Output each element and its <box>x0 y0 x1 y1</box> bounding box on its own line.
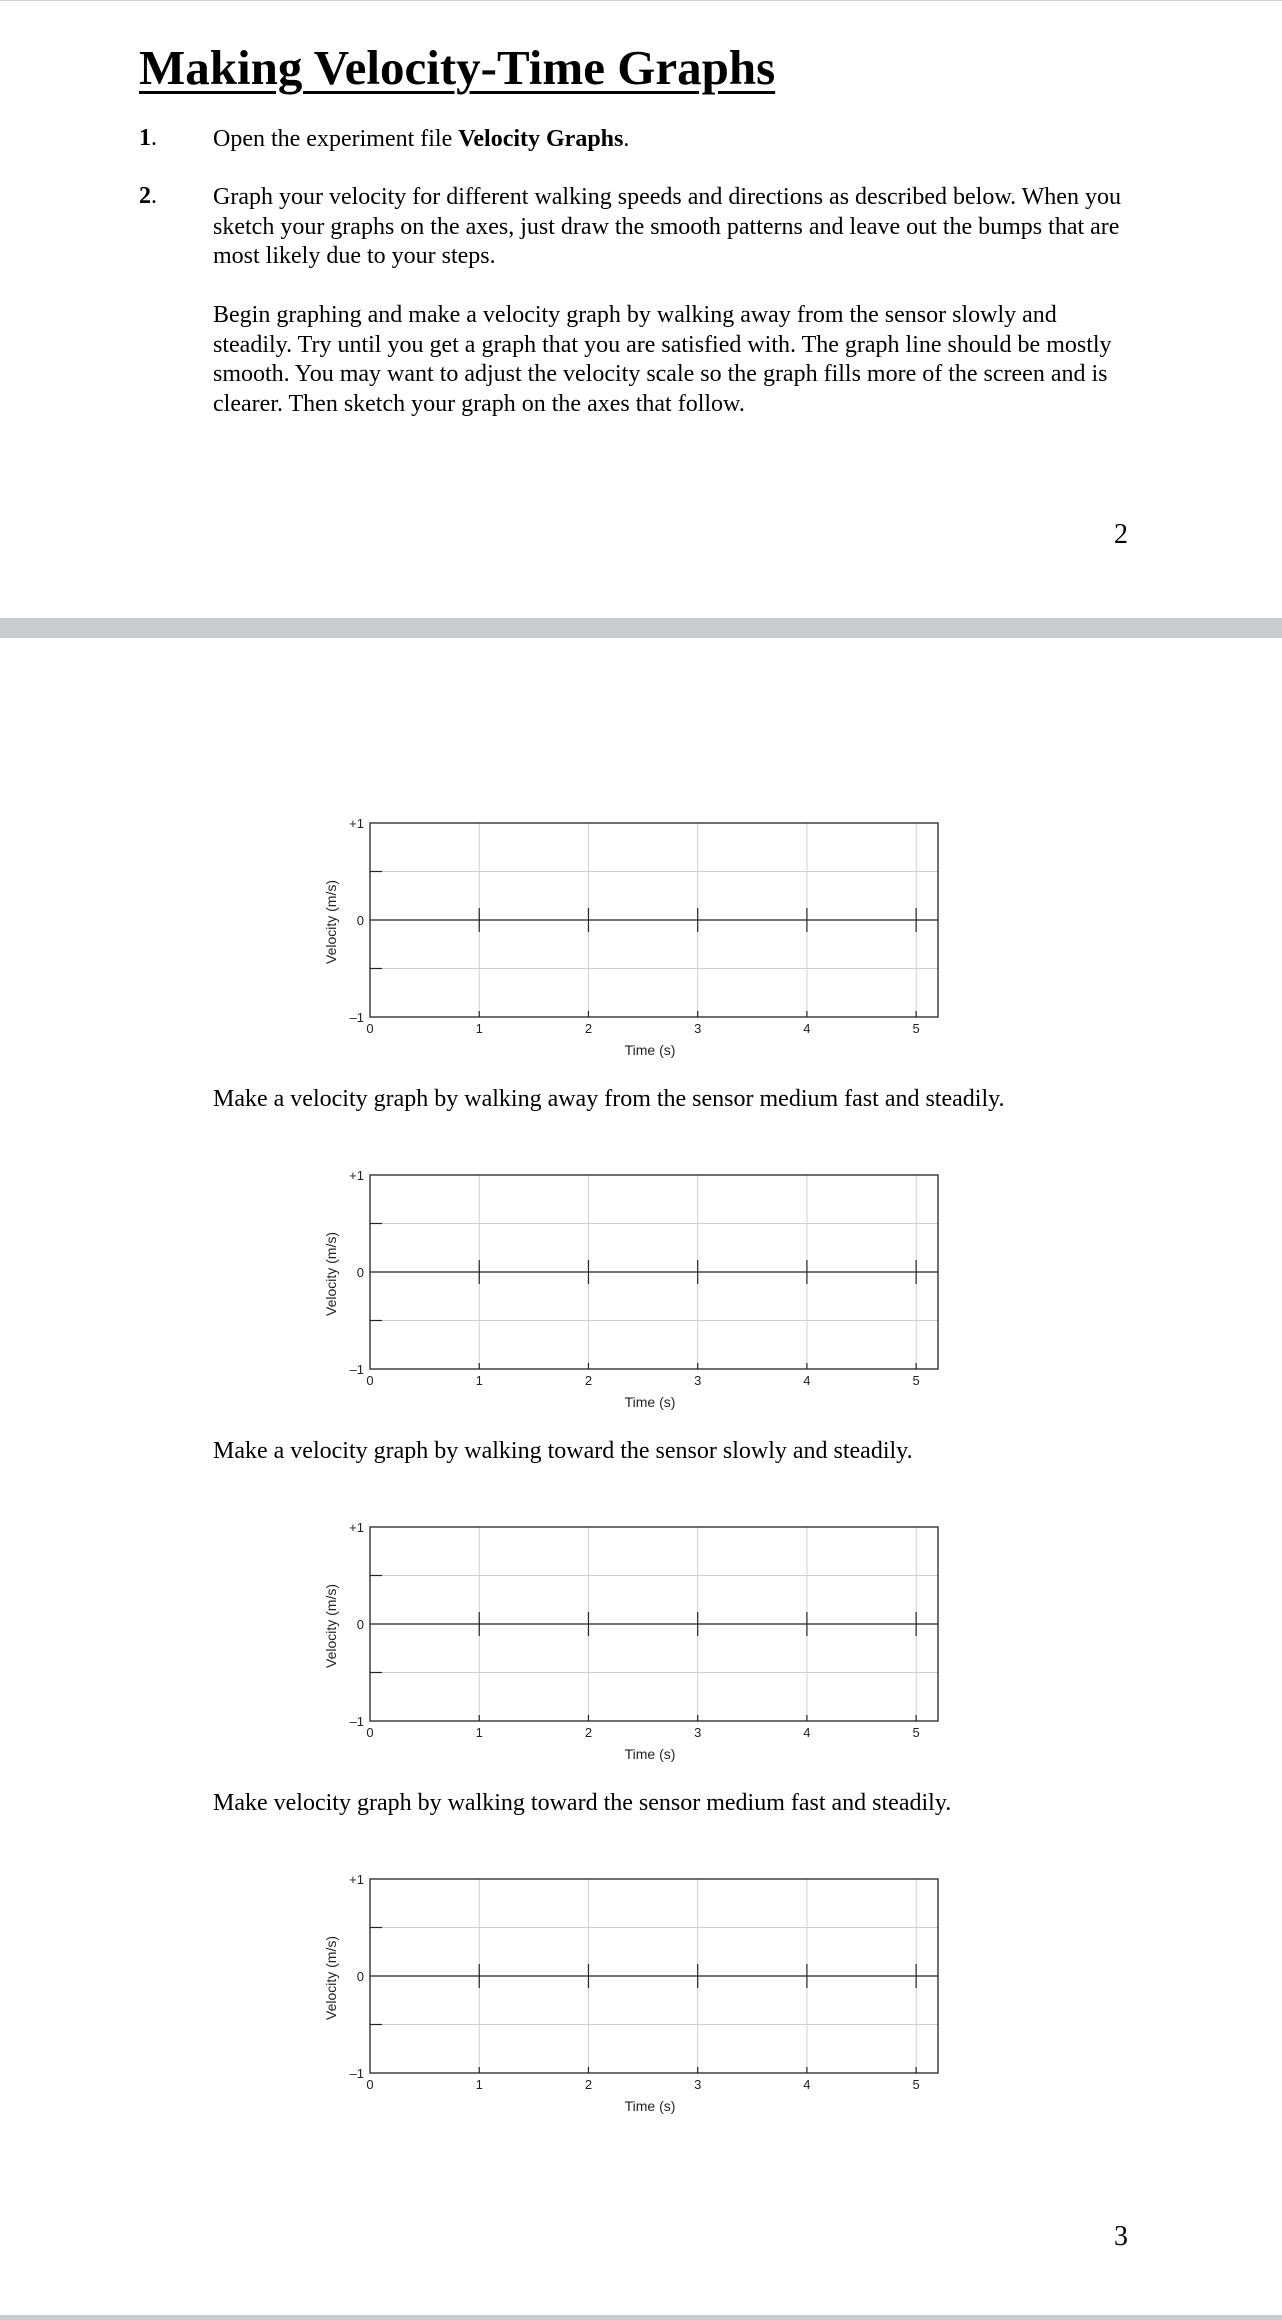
item-1-text <box>213 125 1133 155</box>
x-tick-label: 2 <box>584 1021 593 1036</box>
y-axis-label: Velocity (m/s) <box>323 1231 339 1317</box>
graph-caption-3: Make a velocity graph by walking toward the sensor slowly and steadily. <box>213 1438 913 1464</box>
x-tick-label: 1 <box>475 1725 483 1740</box>
velocity-graph-2 <box>320 1145 960 1410</box>
chart-svg <box>320 1145 960 1410</box>
y-axis-label: Velocity (m/s) <box>323 1935 339 2021</box>
x-axis-label: Time (s) <box>624 1746 676 1762</box>
y-tick-label: 0 <box>356 1265 364 1280</box>
y-tick-label: –1 <box>349 1010 364 1025</box>
y-tick-label: +1 <box>349 1520 364 1535</box>
x-tick-label: 4 <box>803 2077 811 2092</box>
page-number: 2 <box>1114 519 1128 550</box>
x-tick-label: 0 <box>366 1021 374 1036</box>
x-tick-label: 2 <box>584 2077 593 2092</box>
page-separator <box>0 618 1282 638</box>
x-tick-label: 2 <box>584 1725 593 1740</box>
item-number-2: 2. <box>139 183 157 209</box>
y-axis-label: Velocity (m/s) <box>323 1583 339 1669</box>
x-axis-label: Time (s) <box>624 2098 676 2114</box>
x-tick-label: 1 <box>475 1021 483 1036</box>
item-1-text-before: Open the experiment file <box>213 126 459 152</box>
x-tick-label: 2 <box>584 1373 593 1388</box>
page-title: Making Velocity-Time Graphs <box>139 40 776 95</box>
y-tick-label: +1 <box>349 1872 364 1887</box>
chart-svg <box>320 1849 960 2114</box>
x-tick-label: 1 <box>475 1373 483 1388</box>
y-tick-label: 0 <box>356 1617 364 1632</box>
x-tick-label: 0 <box>366 2077 374 2092</box>
x-tick-label: 4 <box>803 1021 811 1036</box>
page-separator-bottom <box>0 2315 1282 2320</box>
x-axis-label: Time (s) <box>624 1042 676 1058</box>
y-tick-label: 0 <box>356 913 364 928</box>
y-tick-label: +1 <box>349 1168 364 1183</box>
x-tick-label: 0 <box>366 1725 374 1740</box>
x-axis-label: Time (s) <box>624 1394 676 1410</box>
velocity-graph-3 <box>320 1497 960 1762</box>
item-1-text-after: . <box>623 126 630 152</box>
y-tick-label: +1 <box>349 816 364 831</box>
x-tick-label: 3 <box>694 1725 702 1740</box>
item-number-1: 1. <box>139 125 157 151</box>
x-tick-label: 0 <box>366 1373 374 1388</box>
x-tick-label: 3 <box>694 2077 702 2092</box>
y-axis-label: Velocity (m/s) <box>323 879 339 965</box>
item-number-1-value: 1 <box>139 125 151 151</box>
item-1-file-name: Velocity Graphs <box>458 126 624 152</box>
chart-svg <box>320 1497 960 1762</box>
y-tick-label: –1 <box>349 1362 364 1377</box>
x-tick-label: 5 <box>912 1725 920 1740</box>
x-tick-label: 5 <box>912 2077 920 2092</box>
document-page-1 <box>0 0 1282 619</box>
page-number: 3 <box>1114 2221 1128 2252</box>
x-tick-label: 3 <box>694 1373 702 1388</box>
velocity-graph-4 <box>320 1849 960 2114</box>
y-tick-label: –1 <box>349 2066 364 2081</box>
x-tick-label: 3 <box>694 1021 702 1036</box>
item-2-paragraph-1: Graph your velocity for different walking speeds and directions as described below. When you sketch your graphs on the axes, just draw the smooth patterns and leave out the bumps that are most likely due to your steps. <box>213 184 1121 269</box>
x-tick-label: 5 <box>912 1373 920 1388</box>
document-page-2 <box>0 638 1282 2315</box>
graph-caption-2: Make a velocity graph by walking away from the sensor medium fast and steadily. <box>213 1086 1005 1112</box>
item-number-2-value: 2 <box>139 183 151 209</box>
item-2-paragraph-2: Begin graphing and make a velocity graph by walking away from the sensor slowly and steadily. Try until you get a graph that you are satisfied with. The graph line should be mostly smooth. You may want to adjust the velocity scale so the graph fills more of the screen and is clearer. Then sketch your graph on the axes that follow. <box>213 302 1112 417</box>
x-tick-label: 1 <box>475 2077 483 2092</box>
velocity-graph-1 <box>320 793 960 1058</box>
x-tick-label: 4 <box>803 1373 811 1388</box>
y-tick-label: 0 <box>356 1969 364 1984</box>
x-tick-label: 5 <box>912 1021 920 1036</box>
x-tick-label: 4 <box>803 1725 811 1740</box>
chart-svg <box>320 793 960 1058</box>
y-tick-label: –1 <box>349 1714 364 1729</box>
graph-caption-4: Make velocity graph by walking toward the sensor medium fast and steadily. <box>213 1790 952 1816</box>
